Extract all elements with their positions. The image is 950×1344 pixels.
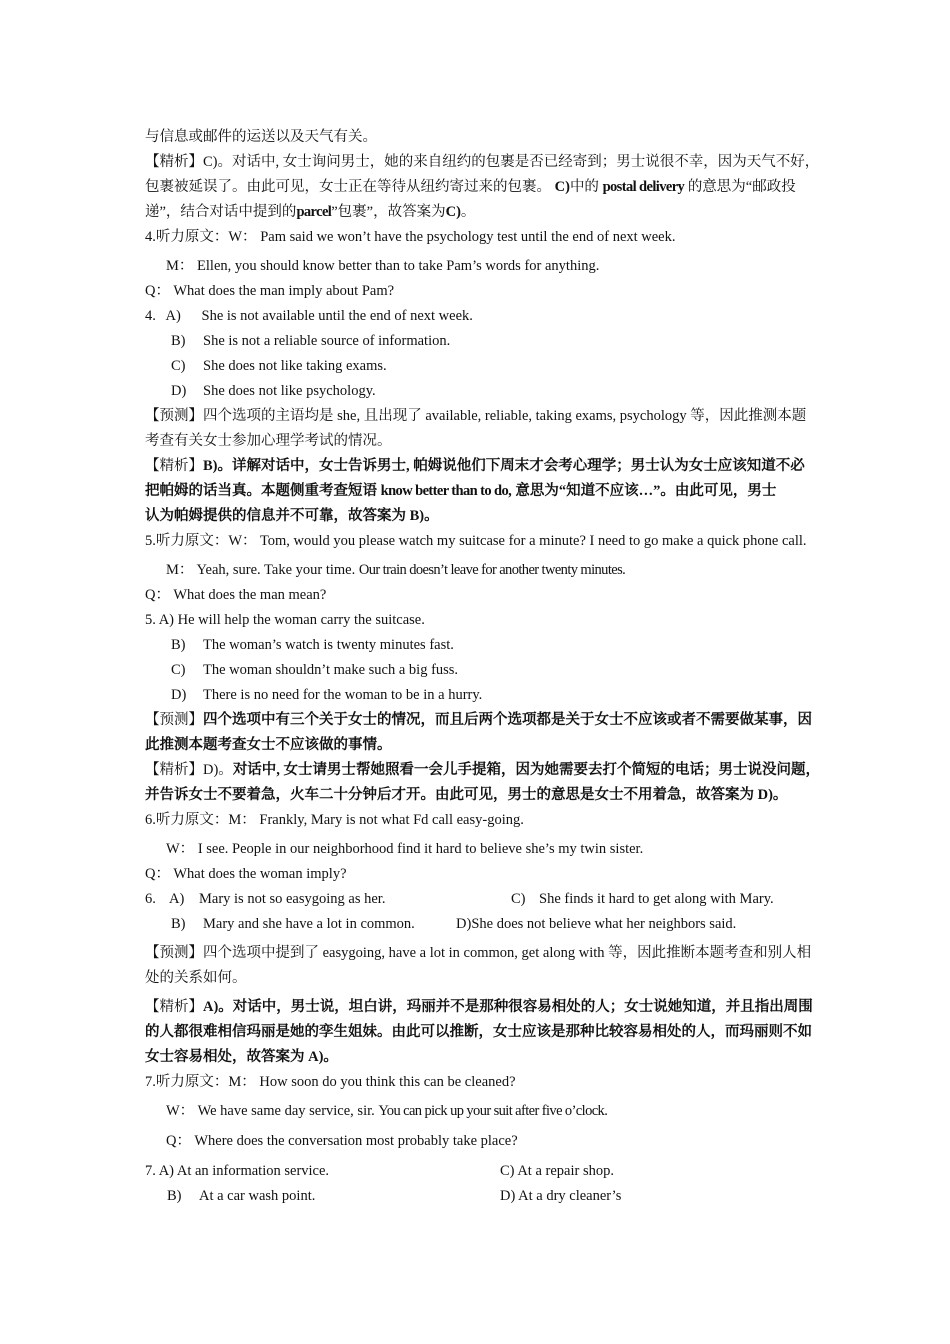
script-label: 6.听力原文：M： — [145, 812, 256, 828]
q4-question — [145, 281, 394, 301]
q6-analysis-line-2 — [145, 1022, 812, 1042]
q6-analysis-line-1 — [145, 997, 813, 1017]
predict-tag: 【预测】 — [145, 945, 203, 961]
predict-text: 四个选项的主语均是 she, 且出现了 available, reliable, taking exams, psychology 等，因此推测本题 — [203, 408, 807, 424]
option-text: The woman’s watch is twenty minutes fast. — [203, 637, 454, 653]
analysis-text: 把帕姆的话当真。本题侧重考查短语 — [145, 483, 377, 499]
analysis-text: A)。对话中，男士说，坦白讲，玛丽并不是那种很容易相处的人；女士说她知道，并且指出周围 — [203, 999, 813, 1015]
q5-predict-line-2 — [145, 735, 392, 755]
option-text: At a dry cleaner’s — [518, 1188, 622, 1204]
answer-letter: D)。 — [203, 762, 233, 778]
q4-predict-line-1 — [145, 406, 806, 426]
option-letter: D) — [171, 687, 187, 703]
option-letter: C) — [171, 358, 186, 374]
option-text: She does not like taking exams. — [203, 358, 387, 374]
q3-analysis-line-3 — [145, 202, 475, 222]
q4-script-w — [145, 227, 676, 247]
option-letter: C) — [500, 1163, 515, 1179]
q6-analysis-line-3 — [145, 1047, 338, 1067]
script-label: M： — [166, 562, 194, 578]
key-phrase: postal delivery — [602, 179, 685, 195]
predict-text: 处的关系如何。 — [145, 970, 247, 986]
q4-analysis-line-3 — [145, 506, 439, 526]
q3-analysis-text: 递”，结合对话中提到的 — [145, 204, 297, 220]
script-label: 5.听力原文：W： — [145, 533, 257, 549]
q5-script-m — [166, 560, 625, 580]
analysis-text: 的人都很难相信玛丽是她的孪生姐妹。由此可以推断，女士应该是那种比较容易相处的人，而玛丽则不如 — [145, 1024, 812, 1040]
q5-script-w — [145, 531, 807, 551]
q6-predict-line-1 — [145, 943, 811, 963]
option-text: She is not available until the end of next week. — [201, 308, 473, 324]
analysis-text: , 意思为“知道不应该…”。由此可见，男士 — [508, 483, 777, 499]
question-text: What does the woman imply? — [173, 866, 347, 882]
q3-analysis-text: 。 — [460, 204, 476, 220]
analysis-text: 对话中, 女士请男士帮她照看一会儿手提箱，因为她需要去打个简短的电话；男士说没问题， — [232, 762, 821, 778]
q6-option-a — [145, 889, 385, 909]
option-text: She does not like psychology. — [203, 383, 376, 399]
q5-option-d — [171, 685, 482, 705]
script-text: How soon do you think this can be cleaned? — [259, 1074, 516, 1090]
script-label: M： — [166, 258, 194, 274]
analysis-tag: 【精析】 — [145, 458, 203, 474]
option-letter: C) — [511, 891, 526, 907]
q4-analysis-line-2 — [145, 481, 776, 501]
option-text: At a repair shop. — [517, 1163, 614, 1179]
q4-option-d — [171, 381, 376, 401]
option-text: She is not a reliable source of information. — [203, 333, 451, 349]
option-text: She does not believe what her neighbors said. — [471, 916, 737, 932]
script-text: Yeah, sure. Take your time. — [196, 562, 356, 578]
q5-option-a — [145, 610, 425, 630]
key-phrase: know better than to do — [380, 483, 509, 499]
q7-question — [166, 1131, 518, 1151]
q3-analysis-line-1 — [145, 152, 819, 172]
predict-text: 四个选项中提到了 easygoing, have a lot in common, get along with 等，因此推断本题考查和别人相 — [203, 945, 812, 961]
option-letter: B) — [171, 637, 186, 653]
question-number: 4. — [145, 308, 156, 324]
question-label: Q： — [145, 283, 170, 299]
q5-analysis-line-2 — [145, 785, 787, 805]
option-letter: A) — [169, 891, 185, 907]
question-label: Q： — [166, 1133, 191, 1149]
script-text: Tom, would you please watch my suitcase for a minute? I need to go make a quick phone call. — [259, 533, 807, 549]
script-text: You can pick up your suit after five o’clock. — [378, 1103, 608, 1119]
answer-letter: C) — [445, 204, 461, 220]
script-label: 4.听力原文：W： — [145, 229, 257, 245]
q6-script-w — [166, 839, 643, 859]
option-letter: D) — [456, 916, 472, 932]
q7-option-b — [167, 1186, 315, 1206]
q6-question — [145, 864, 347, 884]
analysis-text: B)。详解对话中，女士告诉男士, 帕姆说他们下周末才会考心理学；男士认为女士应该知道不必 — [203, 458, 805, 474]
script-text: Frankly, Mary is not what Fd call easy-going. — [259, 812, 524, 828]
q6-option-d — [456, 914, 736, 934]
question-text: What does the man imply about Pam? — [173, 283, 395, 299]
option-text: She finds it hard to get along with Mary. — [539, 891, 774, 907]
option-letter: A) — [158, 612, 175, 628]
script-label: W： — [166, 841, 195, 857]
option-letter: A) — [158, 1163, 175, 1179]
script-text: Ellen, you should know better than to take Pam’s words for anything. — [197, 258, 600, 274]
q5-analysis-line-1 — [145, 760, 820, 780]
script-text: We have same day service, sir. — [197, 1103, 375, 1119]
question-number: 5. — [145, 612, 156, 628]
q3-analysis-text: ”包裹”，故答案为 — [331, 204, 446, 220]
q6-option-b — [171, 914, 415, 934]
q7-script-w — [166, 1101, 607, 1121]
q3-analysis-text: 中的 — [569, 179, 599, 195]
script-label: 7.听力原文：M： — [145, 1074, 256, 1090]
predict-text: 考查有关女士参加心理学考试的情况。 — [145, 433, 392, 449]
option-letter: D) — [500, 1188, 516, 1204]
option-text: At an information service. — [176, 1163, 330, 1179]
q3-analysis-text: C)。对话中, 女士询问男士，她的来自纽约的包裹是否已经寄到；男士说很不幸，因为天气不好， — [203, 154, 820, 170]
q4-predict-line-2 — [145, 431, 392, 451]
option-letter: D) — [171, 383, 187, 399]
option-letter: B) — [167, 1188, 182, 1204]
q4-option-a — [145, 306, 473, 326]
predict-text: 此推测本题考查女士不应该做的事情。 — [145, 737, 392, 753]
intro-line — [145, 127, 377, 147]
option-text: Mary is not so easygoing as her. — [199, 891, 386, 907]
q3-analysis-text: 包裹被延误了。由此可见，女士正在等待从纽约寄过来的包裹。 — [145, 179, 551, 195]
answer-letter: C) — [554, 179, 570, 195]
analysis-tag: 【精析】 — [145, 999, 203, 1015]
q5-option-b — [171, 635, 454, 655]
q3-analysis-line-2 — [145, 177, 796, 197]
option-text: He will help the woman carry the suitcase. — [177, 612, 425, 628]
option-text: There is no need for the woman to be in a hurry. — [203, 687, 483, 703]
q4-option-b — [171, 331, 450, 351]
q4-script-m — [166, 256, 599, 276]
option-text: At a car wash point. — [199, 1188, 316, 1204]
analysis-text: 女士容易相处，故答案为 A)。 — [145, 1049, 338, 1065]
option-text: The woman shouldn’t make such a big fuss. — [203, 662, 459, 678]
question-number: 7. — [145, 1163, 156, 1179]
predict-tag: 【预测】 — [145, 408, 203, 424]
option-text: Mary and she have a lot in common. — [203, 916, 415, 932]
q7-option-c — [500, 1161, 614, 1181]
q5-question — [145, 585, 326, 605]
q7-option-a — [145, 1161, 329, 1181]
analysis-text: 认为帕姆提供的信息并不可靠，故答案为 B)。 — [145, 508, 439, 524]
option-letter: A) — [165, 308, 181, 324]
option-letter: B) — [171, 916, 186, 932]
intro-text: 与信息或邮件的运送以及天气有关。 — [145, 129, 377, 145]
analysis-text: 并告诉女士不要着急，火车二十分钟后才开。由此可见，男士的意思是女士不用着急，故答案为 D)。 — [145, 787, 788, 803]
q7-script-m — [145, 1072, 516, 1092]
option-letter: B) — [171, 333, 186, 349]
q6-predict-line-2 — [145, 968, 247, 988]
key-phrase: parcel — [296, 204, 332, 220]
script-text: Pam said we won’t have the psychology test until the end of next week. — [260, 229, 676, 245]
script-label: W： — [166, 1103, 195, 1119]
q5-predict-line-1 — [145, 710, 812, 730]
q4-option-c — [171, 356, 387, 376]
q4-analysis-line-1 — [145, 456, 805, 476]
script-text: Our train doesn’t leave for another twenty minutes. — [358, 562, 626, 578]
question-text: Where does the conversation most probably take place? — [194, 1133, 518, 1149]
q6-script-m — [145, 810, 524, 830]
question-number: 6. — [145, 891, 156, 907]
q5-option-c — [171, 660, 458, 680]
question-label: Q： — [145, 587, 170, 603]
option-letter: C) — [171, 662, 186, 678]
predict-tag: 【预测】 — [145, 712, 203, 728]
q6-option-c — [511, 889, 774, 909]
analysis-tag: 【精析】 — [145, 154, 203, 170]
script-text: I see. People in our neighborhood find it hard to believe she’s my twin sister. — [197, 841, 644, 857]
question-text: What does the man mean? — [173, 587, 327, 603]
analysis-tag: 【精析】 — [145, 762, 203, 778]
predict-text: 四个选项中有三个关于女士的情况，而且后两个选项都是关于女士不应该或者不需要做某事，因 — [203, 712, 812, 728]
q7-option-d — [500, 1186, 621, 1206]
question-label: Q： — [145, 866, 170, 882]
q3-analysis-text: 的意思为“邮政投 — [687, 179, 796, 195]
